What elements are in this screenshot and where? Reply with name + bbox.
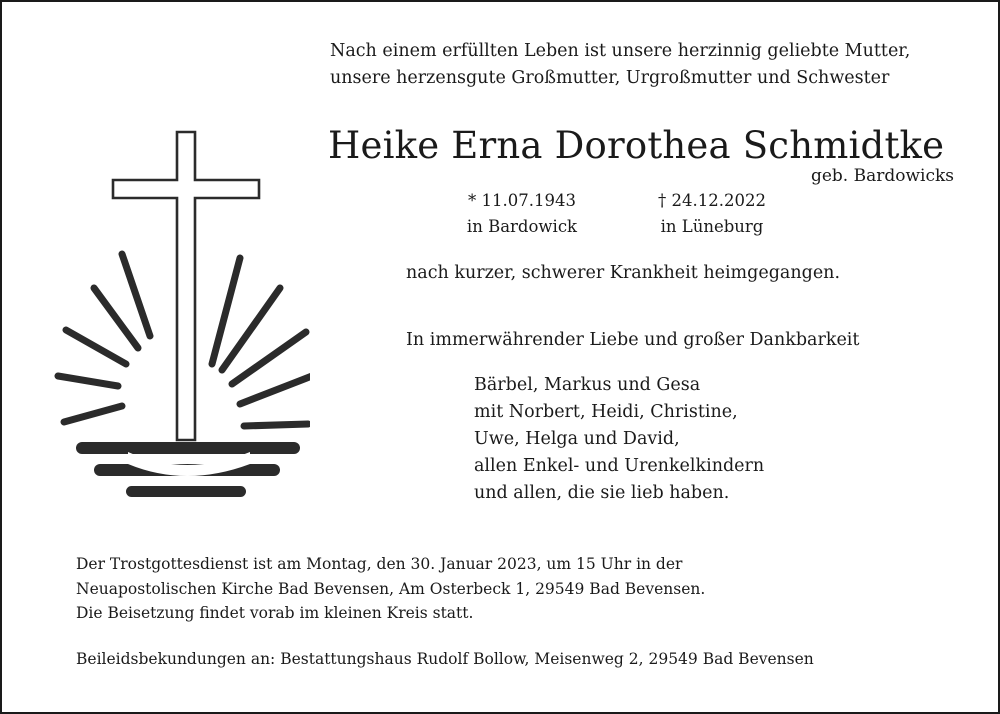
mourner-line: Uwe, Helga und David, — [474, 429, 680, 449]
intro-text — [330, 38, 910, 92]
service-line: Die Beisetzung findet vorab im kleinen Kreis statt. — [76, 604, 474, 622]
mourner-line: und allen, die sie lieb haben. — [474, 483, 730, 503]
death-place: in Lüneburg — [660, 217, 764, 236]
birth-place: in Bardowick — [466, 217, 578, 236]
mourner-line: allen Enkel- und Urenkelkindern — [474, 456, 765, 476]
deceased-name: Heike Erna Dorothea Schmidtke — [328, 124, 945, 167]
intro-line: Nach einem erfüllten Leben ist unsere herzinnig geliebte Mutter, — [330, 41, 911, 61]
death-date: † 24.12.2022 — [658, 191, 766, 210]
dedication: In immerwährender Liebe und großer Dankbarkeit — [406, 330, 860, 350]
mourner-line: Bärbel, Markus und Gesa — [474, 375, 701, 395]
intro-line: unsere herzensgute Großmutter, Urgroßmutter und Schwester — [330, 68, 890, 88]
birth-name: geb. Bardowicks — [810, 166, 954, 186]
service-info — [76, 552, 705, 626]
condolences-address: Beileidsbekundungen an: Bestattungshaus Rudolf Bollow, Meisenweg 2, 29549 Bad Bevensen — [76, 650, 814, 668]
service-line: Neuapostolischen Kirche Bad Bevensen, Am Osterbeck 1, 29549 Bad Bevensen. — [76, 579, 706, 598]
birth-info — [437, 188, 607, 240]
service-line: Der Trostgottesdienst ist am Montag, den 30. Januar 2023, um 15 Uhr in der — [76, 555, 683, 573]
death-info — [627, 188, 797, 240]
mourner-line: mit Norbert, Heidi, Christine, — [474, 402, 738, 422]
death-phrase: nach kurzer, schwerer Krankheit heimgegangen. — [406, 263, 841, 283]
birth-date: * 11.07.1943 — [468, 191, 576, 210]
cross-sunrise-icon — [50, 126, 310, 506]
mourners-list — [474, 372, 764, 507]
